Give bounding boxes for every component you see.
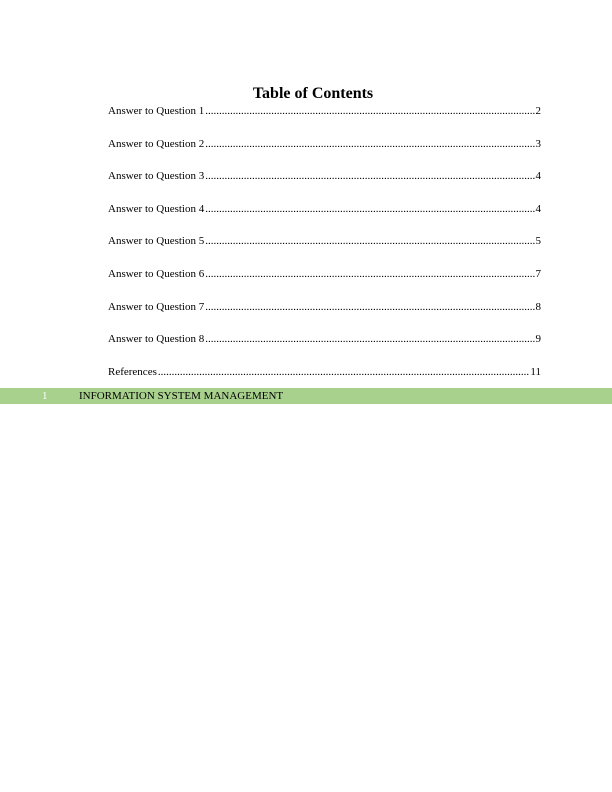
toc-dot-leader (205, 169, 534, 183)
toc-entry-page: 5 (535, 235, 541, 248)
toc-entry-label: Answer to Question 7 (108, 300, 205, 313)
toc-entry-label: Answer to Question 3 (108, 170, 205, 183)
header-page-number: 1 (42, 390, 48, 402)
toc-entry-label: Answer to Question 6 (108, 267, 205, 280)
toc-dot-leader (205, 137, 534, 151)
toc-dot-leader (205, 332, 534, 346)
toc-dot-leader (205, 234, 534, 248)
toc-entry-page: 8 (535, 300, 541, 313)
header-running-title: INFORMATION SYSTEM MANAGEMENT (79, 390, 284, 402)
toc-entry-answer-4[interactable] (108, 202, 541, 235)
toc-entry-answer-5[interactable] (108, 234, 541, 267)
toc-entry-page: 11 (530, 365, 541, 378)
toc-entry-page: 7 (535, 267, 541, 280)
toc-entry-label: Answer to Question 8 (108, 333, 205, 346)
toc-dot-leader (205, 267, 534, 281)
running-header-band (0, 388, 612, 404)
toc-entry-answer-1[interactable] (108, 104, 541, 137)
toc-entry-label: Answer to Question 1 (108, 105, 205, 117)
toc-entry-answer-6[interactable] (108, 267, 541, 300)
toc-entry-page: 2 (535, 105, 541, 117)
toc-entry-label: Answer to Question 5 (108, 235, 205, 248)
toc-entry-label: Answer to Question 4 (108, 202, 205, 215)
toc-list (108, 104, 541, 397)
toc-entry-page: 4 (535, 202, 541, 215)
toc-entry-answer-8[interactable] (108, 332, 541, 365)
toc-entry-label: References (108, 365, 157, 378)
toc-entry-label: Answer to Question 2 (108, 137, 205, 150)
toc-entry-page: 3 (535, 137, 541, 150)
toc-entry-page: 9 (535, 333, 541, 346)
toc-title: Table of Contents (252, 85, 374, 102)
toc-entry-answer-3[interactable] (108, 169, 541, 202)
toc-entry-page: 4 (535, 170, 541, 183)
toc-dot-leader (205, 202, 534, 216)
toc-entry-answer-2[interactable] (108, 137, 541, 170)
toc-dot-leader (205, 104, 534, 118)
toc-entry-answer-7[interactable] (108, 300, 541, 333)
toc-dot-leader (205, 300, 534, 314)
toc-dot-leader (158, 365, 530, 379)
